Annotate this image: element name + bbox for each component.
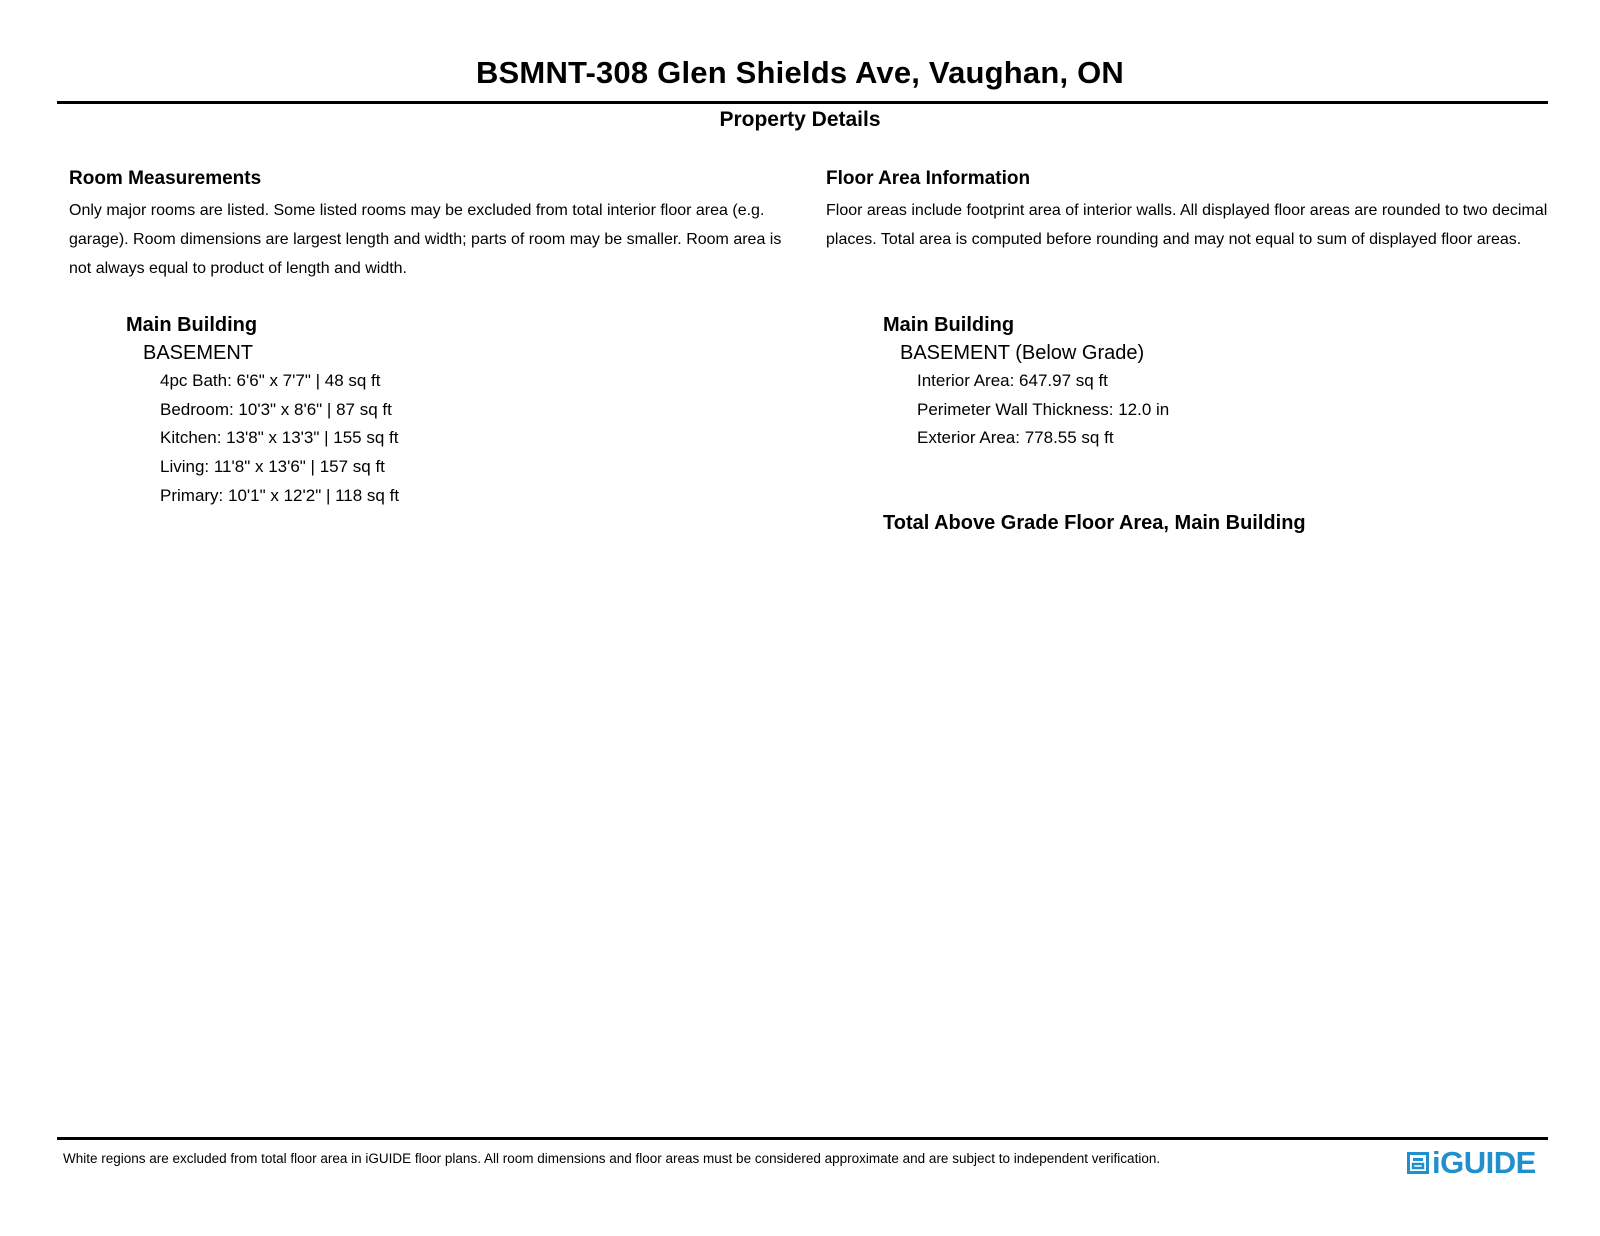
room-item: Kitchen: 13'8" x 13'3" | 155 sq ft	[160, 428, 399, 448]
footer-disclaimer: White regions are excluded from total floor area in iGUIDE floor plans. All room dimensions and floor areas must be considered approximate and are subject to independent verification.	[63, 1151, 1161, 1166]
floor-area-section	[826, 166, 1561, 534]
iguide-logo-icon	[1407, 1152, 1429, 1174]
title-divider	[57, 101, 1548, 104]
room-measurements-building	[126, 311, 399, 511]
room-measurements-heading: Room Measurements	[69, 168, 262, 189]
building-heading: Main Building	[126, 314, 258, 336]
floor-area-heading: Floor Area Information	[826, 168, 1031, 189]
building-heading: Main Building	[883, 314, 1015, 336]
footer-divider	[57, 1137, 1548, 1140]
iguide-logo-text: iGUIDE	[1432, 1145, 1536, 1180]
room-measurements-description: Only major rooms are listed. Some listed rooms may be excluded from total interior floor area (e.g. garage). Room dimensions are largest length and width; parts of room may be smaller. Room area is not always equal to product of length and width.	[69, 202, 782, 277]
room-item: Primary: 10'1" x 12'2" | 118 sq ft	[160, 485, 400, 505]
total-above-grade-heading: Total Above Grade Floor Area, Main Building	[883, 512, 1306, 534]
floor-area-item: Exterior Area: 778.55 sq ft	[917, 428, 1114, 448]
room-item: Bedroom: 10'3" x 8'6" | 87 sq ft	[160, 399, 392, 419]
floor-area-item: Perimeter Wall Thickness: 12.0 in	[917, 399, 1170, 419]
room-measurements-section	[69, 166, 799, 505]
floor-area-item: Interior Area: 647.97 sq ft	[917, 371, 1108, 390]
floor-area-description: Floor areas include footprint area of interior walls. All displayed floor areas are rounded to two decimal places. Total area is computed before rounding and may not equal to sum of displayed floor areas.	[826, 202, 1548, 248]
floor-area-building	[883, 311, 1169, 453]
iguide-logo	[1407, 1147, 1536, 1179]
floor-heading: BASEMENT (Below Grade)	[900, 342, 1145, 364]
room-item: Living: 11'8" x 13'6" | 157 sq ft	[160, 457, 385, 477]
page-title: BSMNT-308 Glen Shields Ave, Vaughan, ON	[475, 55, 1125, 90]
room-item: 4pc Bath: 6'6" x 7'7" | 48 sq ft	[160, 371, 381, 390]
page-subtitle: Property Details	[719, 108, 881, 131]
floor-heading: BASEMENT	[143, 342, 254, 364]
